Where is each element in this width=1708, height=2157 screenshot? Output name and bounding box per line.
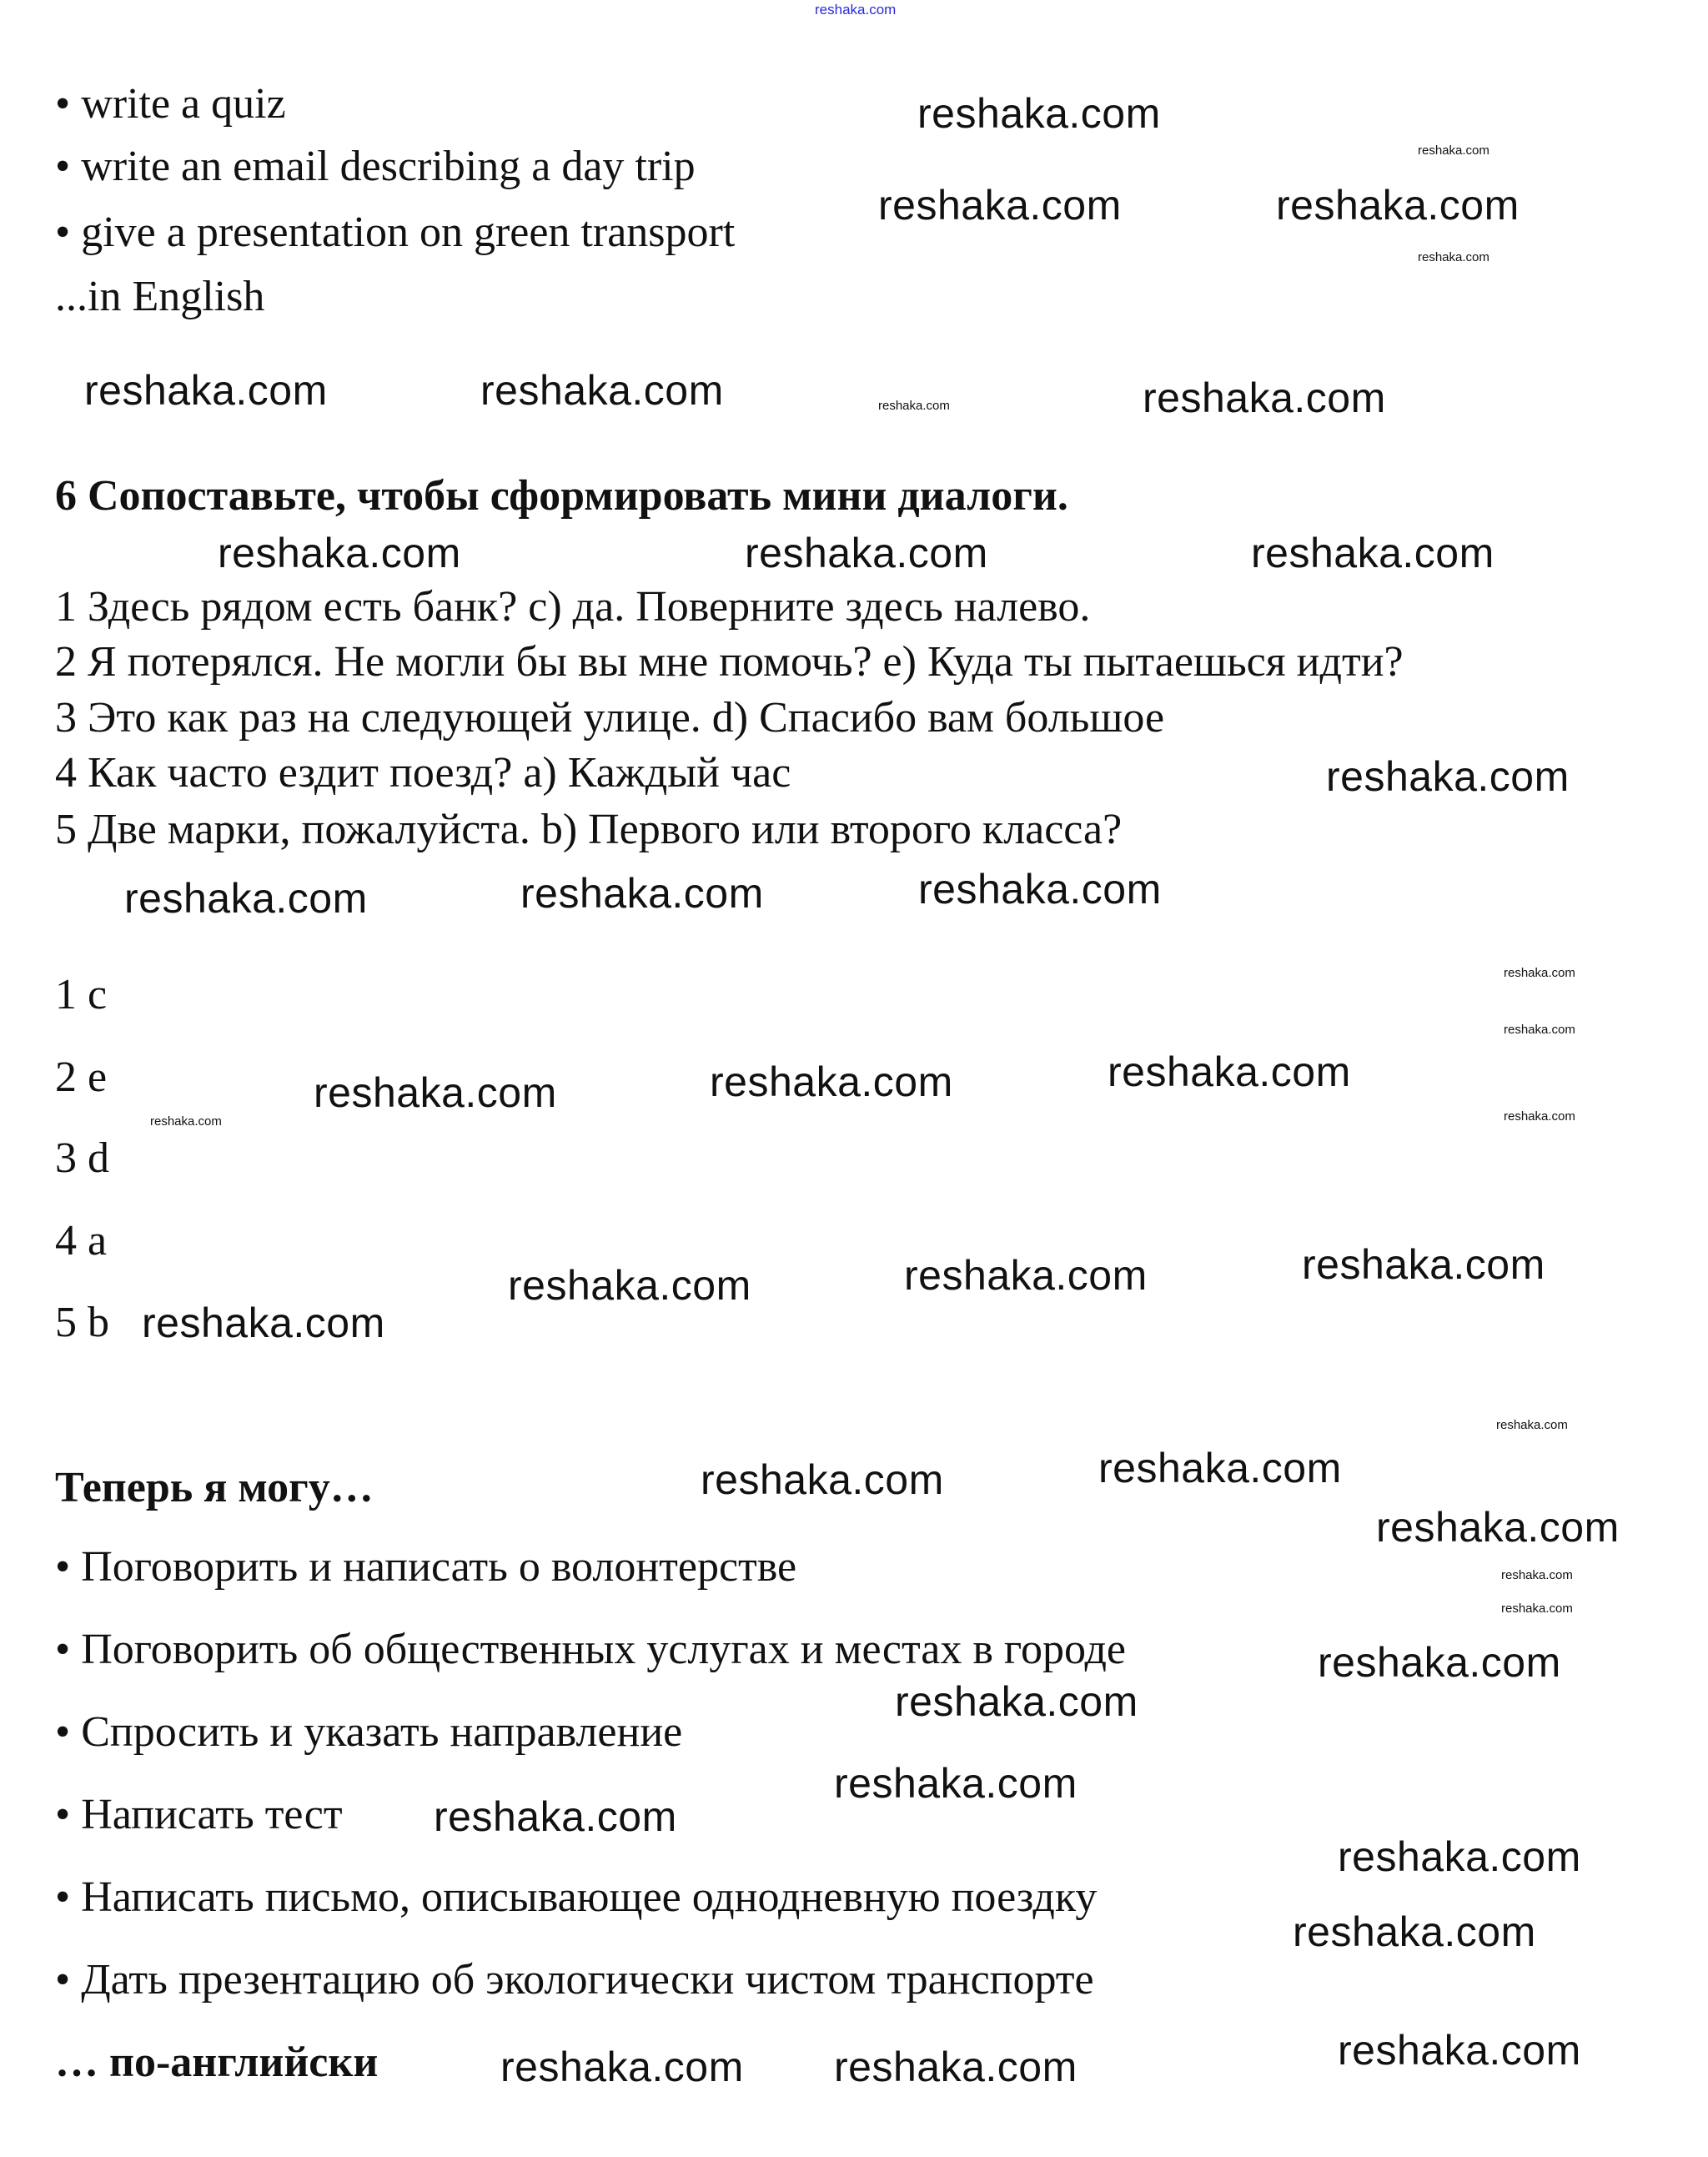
watermark: reshaka.com	[314, 1069, 557, 1116]
list-item: • write a quiz	[55, 80, 286, 128]
answer: 4 a	[55, 1217, 108, 1265]
watermark: reshaka.com	[918, 866, 1162, 913]
watermark: reshaka.com	[878, 182, 1122, 229]
small-watermark: reshaka.com	[1418, 250, 1489, 264]
can-do-item: • Дать презентацию об экологически чистом транспорте	[55, 1956, 1094, 2004]
watermark: reshaka.com	[1143, 375, 1386, 421]
dialogue-line: 2 Я потерялся. Не могли бы вы мне помочь? e) Куда ты пытаешься идти?	[55, 638, 1404, 686]
watermark: reshaka.com	[710, 1058, 953, 1105]
watermark: reshaka.com	[917, 90, 1161, 137]
watermark: reshaka.com	[1318, 1639, 1561, 1686]
watermark: reshaka.com	[1251, 530, 1494, 576]
can-do-item: • Поговорить и написать о волонтерстве	[55, 1543, 797, 1591]
can-do-item: • Написать письмо, описывающее однодневную поездку	[55, 1873, 1098, 1921]
answer: 1 c	[55, 971, 108, 1018]
can-do-footer: … по-английски	[55, 2039, 379, 2086]
can-do-title: Теперь я могу…	[55, 1464, 374, 1511]
small-watermark: reshaka.com	[1501, 1601, 1573, 1616]
dialogue-line: 3 Это как раз на следующей улице. d) Спасибо вам большое	[55, 694, 1165, 742]
watermark: reshaka.com	[834, 2044, 1078, 2090]
watermark: reshaka.com	[701, 1456, 944, 1503]
dialogue-line: 5 Две марки, пожалуйста. b) Первого или второго класса?	[55, 806, 1123, 853]
small-watermark: reshaka.com	[1496, 1418, 1568, 1432]
watermark: reshaka.com	[218, 530, 461, 576]
watermark: reshaka.com	[480, 367, 724, 414]
can-do-item: • Написать тест	[55, 1791, 343, 1838]
watermark: reshaka.com	[1098, 1445, 1342, 1491]
dialogue-line: 1 Здесь рядом есть банк? c) да. Поверните здесь налево.	[55, 583, 1091, 631]
answer: 5 b	[55, 1299, 109, 1346]
watermark: reshaka.com	[1276, 182, 1520, 229]
small-watermark: reshaka.com	[1504, 1109, 1575, 1124]
can-do-item: • Поговорить об общественных услугах и местах в городе	[55, 1626, 1127, 1673]
watermark: reshaka.com	[904, 1252, 1148, 1299]
answer: 2 e	[55, 1053, 108, 1101]
small-watermark: reshaka.com	[1501, 1568, 1573, 1582]
watermark: reshaka.com	[1376, 1504, 1620, 1551]
small-watermark: reshaka.com	[1418, 143, 1489, 158]
small-watermark: reshaka.com	[878, 399, 950, 413]
list-item: • write an email describing a day trip	[55, 143, 696, 190]
watermark: reshaka.com	[1302, 1241, 1545, 1288]
list-item: • give a presentation on green transport	[55, 209, 736, 256]
watermark: reshaka.com	[834, 1760, 1078, 1807]
watermark: reshaka.com	[434, 1793, 677, 1840]
can-do-item: • Спросить и указать направление	[55, 1708, 683, 1756]
watermark: reshaka.com	[1338, 2027, 1581, 2074]
watermark: reshaka.com	[84, 367, 328, 414]
watermark: reshaka.com	[1338, 1833, 1581, 1880]
watermark: reshaka.com	[1326, 753, 1570, 800]
watermark: reshaka.com	[1293, 1908, 1536, 1955]
small-watermark: reshaka.com	[150, 1114, 222, 1129]
answer: 3 d	[55, 1134, 109, 1182]
watermark: reshaka.com	[895, 1678, 1138, 1725]
watermark: reshaka.com	[124, 875, 368, 922]
dialogue-line: 4 Как часто ездит поезд? a) Каждый час	[55, 749, 791, 797]
watermark: reshaka.com	[745, 530, 988, 576]
exercise-title: 6 Сопоставьте, чтобы сформировать мини диалоги.	[55, 472, 1068, 520]
small-watermark: reshaka.com	[1504, 966, 1575, 980]
header-link[interactable]: reshaka.com	[815, 2, 897, 18]
small-watermark: reshaka.com	[1504, 1023, 1575, 1037]
watermark: reshaka.com	[1108, 1048, 1351, 1095]
watermark: reshaka.com	[520, 870, 764, 917]
watermark: reshaka.com	[508, 1262, 751, 1309]
list-footer: ...in English	[55, 273, 265, 320]
watermark: reshaka.com	[142, 1300, 385, 1346]
watermark: reshaka.com	[500, 2044, 744, 2090]
